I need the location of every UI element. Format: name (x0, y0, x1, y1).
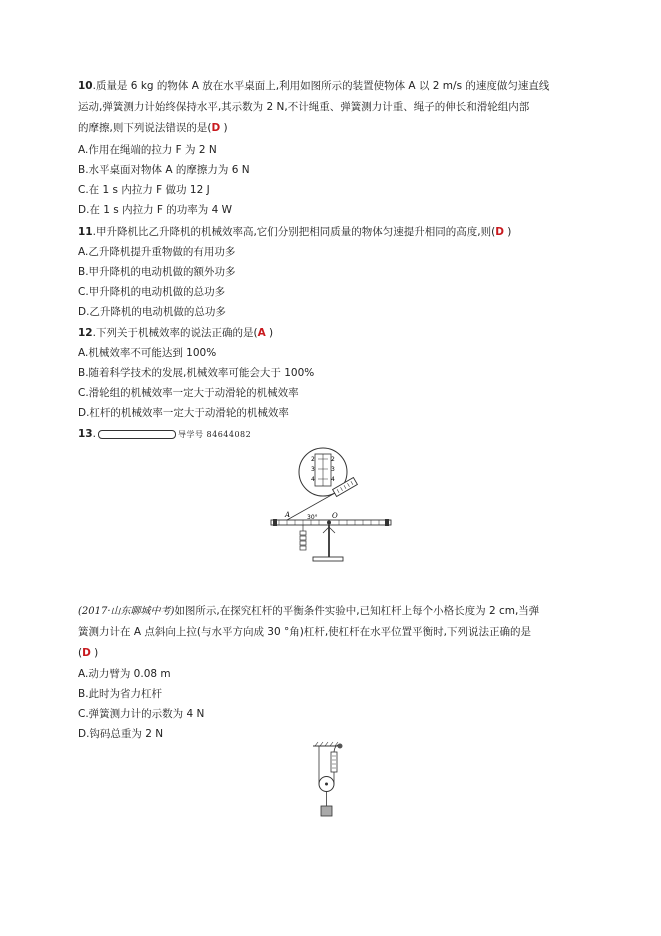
q12-line1: 12.下列关于机械效率的说法正确的是(A ) (78, 327, 274, 339)
scale-right-3: 3 (331, 466, 335, 473)
q10-answer: D (211, 122, 221, 134)
q10-option-a: A.作用在绳端的拉力 F 为 2 N (78, 144, 217, 156)
q13-option-a: A.动力臂为 0.08 m (78, 668, 171, 680)
pulley-figure (305, 740, 355, 820)
q13-line1: (2017·山东聊城中考)如图所示,在探究杠杆的平衡条件实验中,已知杠杆上每个小格长度为 2 cm,当弹 (78, 605, 540, 617)
q10-line2: 运动,弹簧测力计始终保持水平,其示数为 2 N,不计绳重、弹簧测力计重、绳子的伸长和滑轮组内部 (78, 101, 530, 113)
q11-option-b: B.甲升降机的电动机做的额外功多 (78, 266, 236, 278)
q10-line3: 的摩擦,则下列说法错误的是(D ) (78, 122, 228, 134)
q12-answer: A (257, 327, 266, 339)
scale-right-2: 2 (331, 456, 335, 463)
q10-option-b: B.水平桌面对物体 A 的摩擦力为 6 N (78, 164, 250, 176)
q11-answer: D (495, 226, 504, 238)
q12-number: 12 (78, 327, 93, 339)
q11-option-c: C.甲升降机的电动机做的总功多 (78, 286, 226, 298)
q12-option-a: A.机械效率不可能达到 100% (78, 347, 217, 359)
q13-header: 13. 导学号 84644082 (78, 428, 252, 440)
q13-option-c: C.弹簧测力计的示数为 4 N (78, 708, 205, 720)
q12-option-c: C.滑轮组的机械效率一定大于动滑轮的机械效率 (78, 387, 299, 399)
q11-line1: 11.甲升降机比乙升降机的机械效率高,它们分别把相同质量的物体匀速提升相同的高度,则(D ) (78, 226, 512, 238)
label-angle: 30° (307, 514, 318, 521)
q12-option-d: D.杠杆的机械效率一定大于动滑轮的机械效率 (78, 407, 289, 419)
q13-number: 13 (78, 428, 93, 440)
q12-option-b: B.随着科学技术的发展,机械效率可能会大于 100% (78, 367, 315, 379)
q13-guide-number: 导学号 84644082 (177, 430, 252, 439)
label-a: A (285, 511, 291, 519)
q11-number: 11 (78, 226, 93, 238)
q10-option-d: D.在 1 s 内拉力 F 的功率为 4 W (78, 204, 233, 216)
scale-left-3: 3 (311, 466, 315, 473)
q13-option-b: B.此时为省力杠杆 (78, 688, 163, 700)
q11-option-d: D.乙升降机的电动机做的总功多 (78, 306, 226, 318)
q13-line3: (D ) (78, 647, 99, 659)
q13-source: (2017·山东聊城中考) (78, 606, 175, 617)
scale-left-4: 4 (311, 476, 315, 483)
scale-right-4: 4 (331, 476, 335, 483)
q10-option-c: C.在 1 s 内拉力 F 做功 12 J (78, 184, 210, 196)
scale-left-2: 2 (311, 456, 315, 463)
q13-option-d: D.钩码总重为 2 N (78, 728, 164, 740)
q10-number: 10 (78, 80, 93, 92)
answer-blank-box (98, 430, 176, 439)
q13-line2: 簧测力计在 A 点斜向上拉(与水平方向成 30 °角)杠杆,使杠杆在水平位置平衡时,下列说法正确的是 (78, 626, 532, 638)
q11-option-a: A.乙升降机提升重物做的有用功多 (78, 246, 236, 258)
q10-line1: 10.质量是 6 kg 的物体 A 放在水平桌面上,利用如图所示的装置使物体 A 以 2 m/s 的速度做匀速直线 (78, 80, 550, 92)
label-o: O (332, 512, 338, 520)
lever-figure (265, 445, 395, 570)
q13-answer: D (82, 647, 91, 659)
